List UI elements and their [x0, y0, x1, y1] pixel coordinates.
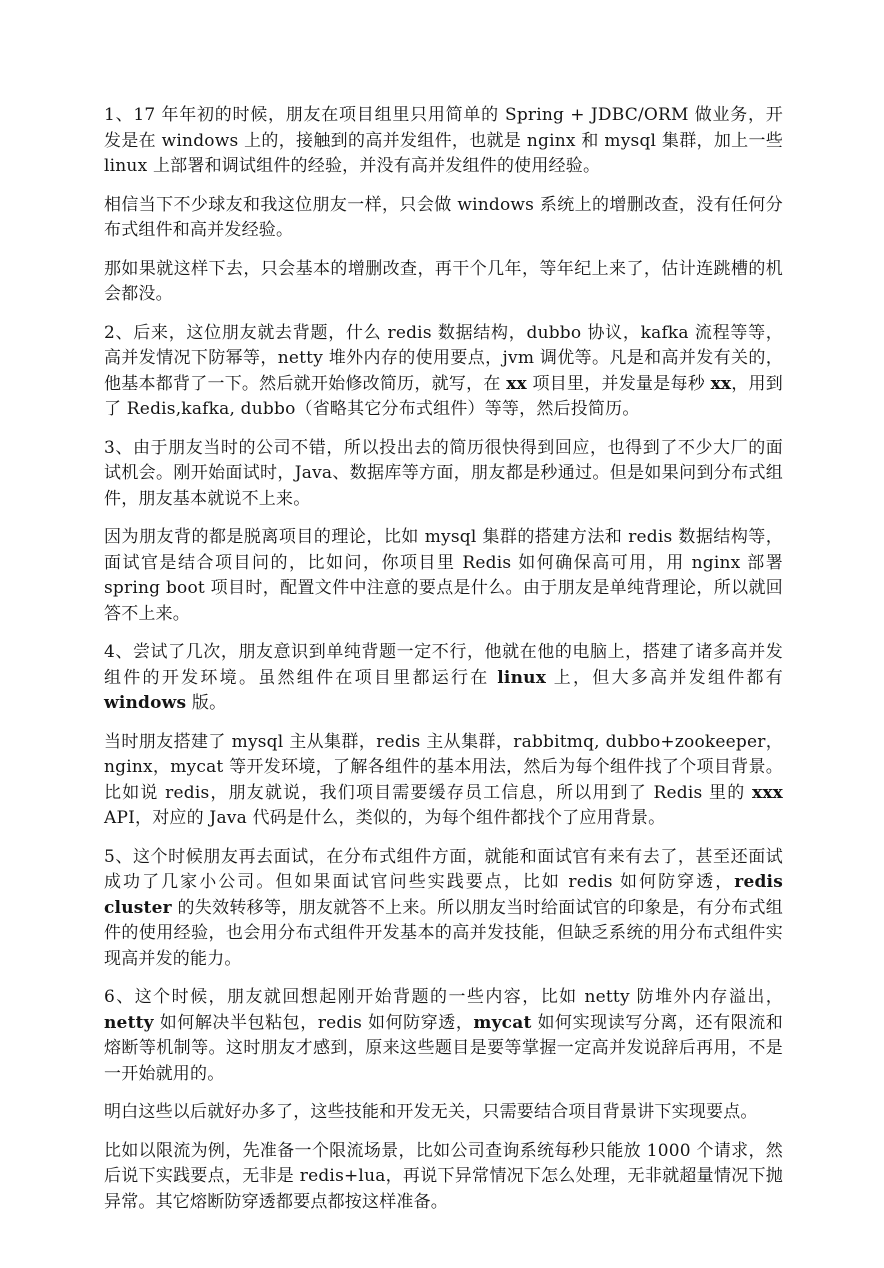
bold-text-run: windows — [104, 693, 187, 713]
text-run: 因为朋友背的都是脱离项目的理论，比如 mysql 集群的搭建方法和 redis 数据结构等，面试官是结合项目问的，比如问，你项目里 Redis 如何确保高可用，用 nginx 部署 spring boot 项目时，配置文件中注意的要点是什么。由于朋友是单纯背理论，所以就回答不上来。 — [104, 527, 783, 624]
text-run: 版。 — [186, 693, 227, 713]
text-run: ，用到了 Redis,kafka, dubbo（省略其它分布式组件）等等，然后投简历。 — [104, 373, 783, 419]
paragraph — [104, 730, 783, 832]
paragraph — [104, 985, 783, 1087]
bold-text-run: xxx — [751, 782, 783, 803]
text-run: 上，但大多高并发组件都有 — [546, 667, 783, 688]
paragraph — [104, 321, 783, 423]
bold-text-run: xx — [710, 373, 732, 394]
paragraph — [104, 257, 783, 308]
paragraph — [104, 525, 783, 627]
bold-text-run: linux — [497, 667, 547, 688]
text-run: 那如果就这样下去，只会基本的增删改查，再干个几年，等年纪上来了，估计连跳槽的机会都没。 — [104, 258, 783, 304]
article — [104, 103, 783, 1215]
paragraph — [104, 845, 783, 973]
paragraph — [104, 193, 783, 244]
bold-text-run: xx — [506, 373, 527, 394]
text-run: API，对应的 Java 代码是什么，类似的，为每个组件都找个了应用背景。 — [104, 808, 666, 828]
text-run: 如何解决半包粘包，redis 如何防穿透， — [153, 1012, 474, 1033]
paragraph — [104, 640, 783, 717]
text-run: 当时朋友搭建了 mysql 主从集群，redis 主从集群，rabbitmq, dubbo+zookeeper，nginx，mycat 等开发环境，了解各组件的基本用法，然后为每个组件找了个项目背景。比如说 redis，朋友就说，我们项目需要缓存员工信息，所以用到了 Redis 里的 — [104, 731, 783, 803]
text-run: 如何实现读写分离，还有限流和熔断等机制等。这时朋友才感到，原来这些题目是要等掌握一定高并发说辞后再用，不是一开始就用的。 — [104, 1012, 784, 1084]
bold-text-run: netty — [104, 1012, 154, 1033]
text-run: 项目里，并发量是每秒 — [526, 373, 711, 394]
text-run: 4、尝试了几次，朋友意识到单纯背题一定不行，他就在他的电脑上，搭建了诸多高并发组件的开发环境。虽然组件在项目里都运行在 — [104, 642, 783, 688]
text-run: 比如以限流为例，先准备一个限流场景，比如公司查询系统每秒只能放 1000 个请求，然后说下实践要点，无非是 redis+lua，再说下异常情况下怎么处理，无非就超量情况下抛异常。其它熔断防穿透都要点都按这样准备。 — [104, 1140, 783, 1212]
text-run: 明白这些以后就好办多了，这些技能和开发无关，只需要结合项目背景讲下实现要点。 — [104, 1102, 758, 1122]
paragraph — [104, 1139, 783, 1216]
text-run: 1、17 年年初的时候，朋友在项目组里只用简单的 Spring + JDBC/ORM 做业务，开发是在 windows 上的，接触到的高并发组件，也就是 nginx 和 mysql 集群，加上一些 linux 上部署和调试组件的经验，并没有高并发组件的使用经验。 — [104, 105, 783, 176]
paragraph — [104, 436, 783, 513]
text-run: 2、后来，这位朋友就去背题，什么 redis 数据结构，dubbo 协议，kafka 流程等等，高并发情况下防幂等，netty 堆外内存的使用要点，jvm 调优等。凡是和高并发有关的，他基本都背了一下。然后就开始修改简历，就写，在 — [104, 322, 783, 394]
text-run: 5、这个时候朋友再去面试，在分布式组件方面，就能和面试官有来有去了，甚至还面试成功了几家小公司。但如果面试官问些实践要点，比如 redis 如何防穿透， — [104, 846, 783, 892]
text-run: 6、这个时候，朋友就回想起刚开始背题的一些内容，比如 netty 防堆外内存溢出， — [104, 987, 783, 1007]
paragraph — [104, 1100, 783, 1126]
bold-text-run: mycat — [473, 1012, 532, 1033]
text-run: 3、由于朋友当时的公司不错，所以投出去的简历很快得到回应，也得到了不少大厂的面试机会。刚开始面试时，Java、数据库等方面，朋友都是秒通过。但是如果问到分布式组件，朋友基本就说不上来。 — [104, 437, 783, 509]
bold-text-run: redis cluster — [104, 872, 783, 918]
text-run: 的失效转移等，朋友就答不上来。所以朋友当时给面试官的印象是，有分布式组件的使用经验，也会用分布式组件开发基本的高并发技能，但缺乏系统的用分布式组件实现高并发的能力。 — [104, 897, 783, 969]
paragraph — [104, 103, 783, 180]
text-run: 相信当下不少球友和我这位朋友一样，只会做 windows 系统上的增删改查，没有任何分布式组件和高并发经验。 — [104, 194, 783, 240]
